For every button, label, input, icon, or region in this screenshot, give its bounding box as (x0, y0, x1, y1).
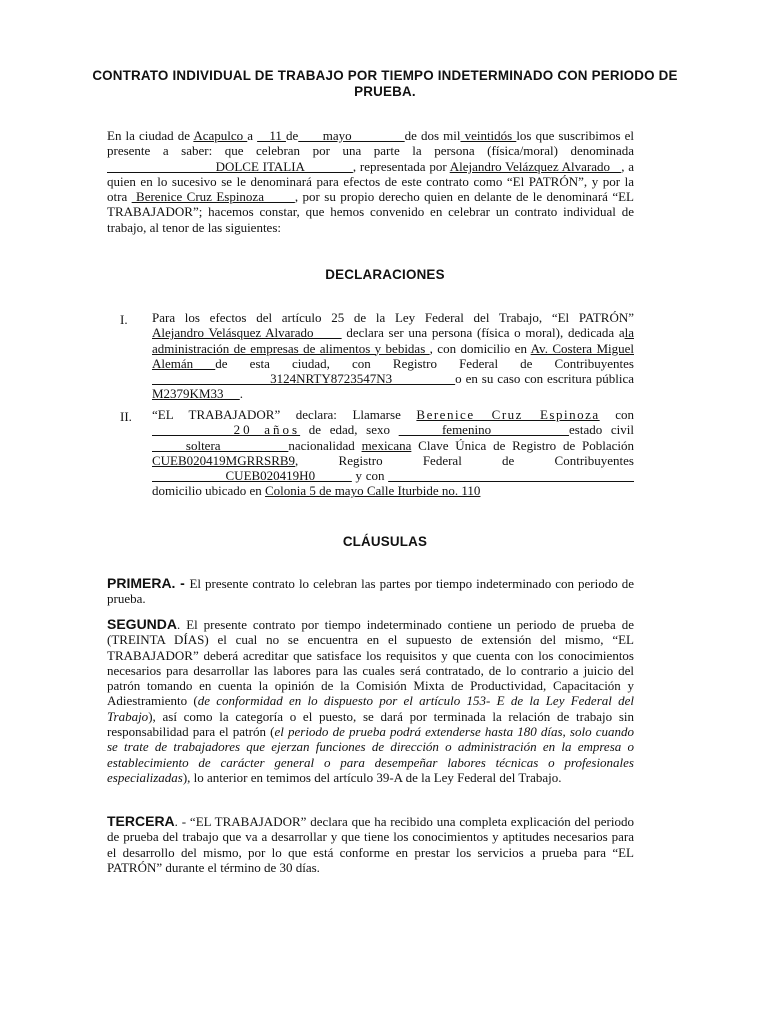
decl-text: “EL TRABAJADOR” declara: Llamarse (152, 407, 417, 422)
decl-text: y con (351, 468, 389, 484)
business-field: la administración de empresas de alimentos y bebidas (152, 325, 634, 356)
clause-label: SEGUNDA (107, 616, 178, 632)
clause-text: . El presente contrato por tiempo indeterminado contiene un periodo de prueba de (TREINTA DÍAS) el cual no se encuentra en el supuesto de extensión del mismo, “EL TRABAJADOR” deberá acreditar que satisface los requisitos y que cuenta con los conocimientos necesarios para desarrollar las labores para las cuales será contratado, de lo contrario a juicio del patrón tomando en cuenta la opinión de la Comisión Mixta de Productividad, Capacitación y Adiestramiento ( (107, 617, 634, 709)
clause-text: . - “EL TRABAJADOR” declara que ha recibido una completa explicación del periodo de prueba del trabajo que va a desarrollar y que tiene los conocimientos y aptitudes necesarios para el desarrollo del mismo, por lo que está conforme en prestar los servicios a prueba para “EL PATRÓN” durante el término de 30 días. (107, 814, 634, 875)
decl-text: o en su caso con escritura pública (455, 371, 634, 387)
age-field: 20 años (152, 422, 301, 438)
intro-text: de dos mil (404, 128, 461, 143)
decl-text: domicilio ubicado en (152, 483, 266, 499)
clause-italic-text: de conformidad en lo dispuesto por el artículo 153- E de la Ley Federal del Trabajo (107, 693, 634, 724)
intro-paragraph (107, 128, 634, 235)
clause-label: PRIMERA. - (107, 575, 190, 591)
decl-text: con (599, 407, 634, 422)
decl-text: , con domicilio en (429, 340, 531, 356)
clausulas-heading: CLÁUSULAS (342, 534, 428, 549)
document-title: CONTRATO INDIVIDUAL DE TRABAJO POR TIEMPO INDETERMINADO CON PERIODO DE PRUEBA. (92, 68, 678, 99)
worker-name-field: Berenice Cruz Espinoza (416, 407, 600, 422)
decl-text: Clave Única de Registro de Población (411, 437, 635, 453)
civil-status-field: soltera (152, 437, 289, 453)
intro-text: , por su propio derecho quien en delante de le denominará “EL TRABAJADOR”; hacemos constar, que hemos convenido en celebrar un contrato individual de trabajo, al tenor de las siguientes: (107, 189, 634, 235)
sex-field: femenino (398, 422, 570, 438)
decl-text: . (239, 386, 244, 402)
intro-text: a (247, 128, 258, 143)
clause-label: TERCERA (107, 813, 175, 829)
intro-text: de (285, 128, 299, 143)
employer-rfc-field: 3124NRTY8723547N3 (152, 371, 456, 387)
city-field: Acapulco (193, 128, 248, 143)
clause-primera (107, 576, 634, 607)
blank-field (388, 468, 634, 483)
employer-name-field: Alejandro Velásquez Alvarado (152, 325, 342, 341)
decl-text: Para los efectos del artículo 25 de la Ley Federal del Trabajo, “El PATRÓN” (152, 310, 634, 325)
declaraciones-heading: DECLARACIONES (325, 267, 445, 282)
clause-segunda (107, 617, 634, 785)
declaration-number: II. (120, 409, 132, 424)
decl-text: de esta ciudad, con Registro Federal de Contribuyentes (215, 355, 634, 371)
worker-address-field: Colonia 5 de mayo Calle Iturbide no. 110 (265, 483, 481, 499)
month-field: mayo (298, 128, 405, 143)
decl-text: estado civil (569, 422, 635, 438)
clause-italic-text: el periodo de prueba podrá extenderse hasta 180 días, solo cuando se trate de trabajadores que ejerzan funciones de dirección o administración en la empresa o establecimiento de carácter general o para desempeñar labores técnicas o profesionales especializadas (107, 724, 635, 785)
intro-text: los que suscribimos el presente a saber: que celebran por una parte la persona (física/moral) denominada (107, 128, 634, 159)
year-field: veintidós (460, 128, 517, 143)
deed-field: M2379KM33 (152, 386, 240, 402)
nationality-field: mexicana (361, 437, 412, 453)
representative-field: Alejandro Velázquez Alvarado (449, 158, 622, 174)
company-field: DOLCE ITALIA (107, 158, 353, 174)
clause-text: El presente contrato lo celebran las partes por tiempo indeterminado con periodo de prueba. (107, 576, 635, 607)
declaration-number: I. (120, 312, 128, 327)
declaration-I (152, 310, 634, 402)
decl-text: de edad, sexo (300, 422, 399, 438)
intro-text: En la ciudad de (107, 128, 194, 143)
employer-address-field: Av. Costera Miguel Alemán (152, 340, 634, 371)
decl-text: , Registro Federal de Contribuyentes (295, 452, 634, 468)
clause-text: ), así como la categoría o el puesto, se dará por terminada la relación de trabajo sin responsabilidad para el patrón ( (107, 708, 634, 740)
worker-field: Berenice Cruz Espinoza (131, 189, 295, 205)
intro-text: , representada por (352, 158, 450, 174)
declaration-II (152, 407, 634, 499)
decl-text: declara ser una persona (física o moral), dedicada a (341, 325, 625, 341)
clause-text: ), lo anterior en temimos del artículo 39-A de la Ley Federal del Trabajo. (182, 769, 562, 785)
curp-field: CUEB020419MGRRSRB9 (152, 452, 296, 468)
intro-text: , a quien en lo sucesivo se le denominará para efectos de este contrato como “El PATRÓN”, y por la otra (107, 158, 634, 205)
day-field: 11 (257, 128, 286, 143)
decl-text: nacionalidad (288, 437, 362, 453)
clause-tercera (107, 814, 634, 875)
worker-rfc-field: CUEB020419H0 (152, 468, 352, 484)
